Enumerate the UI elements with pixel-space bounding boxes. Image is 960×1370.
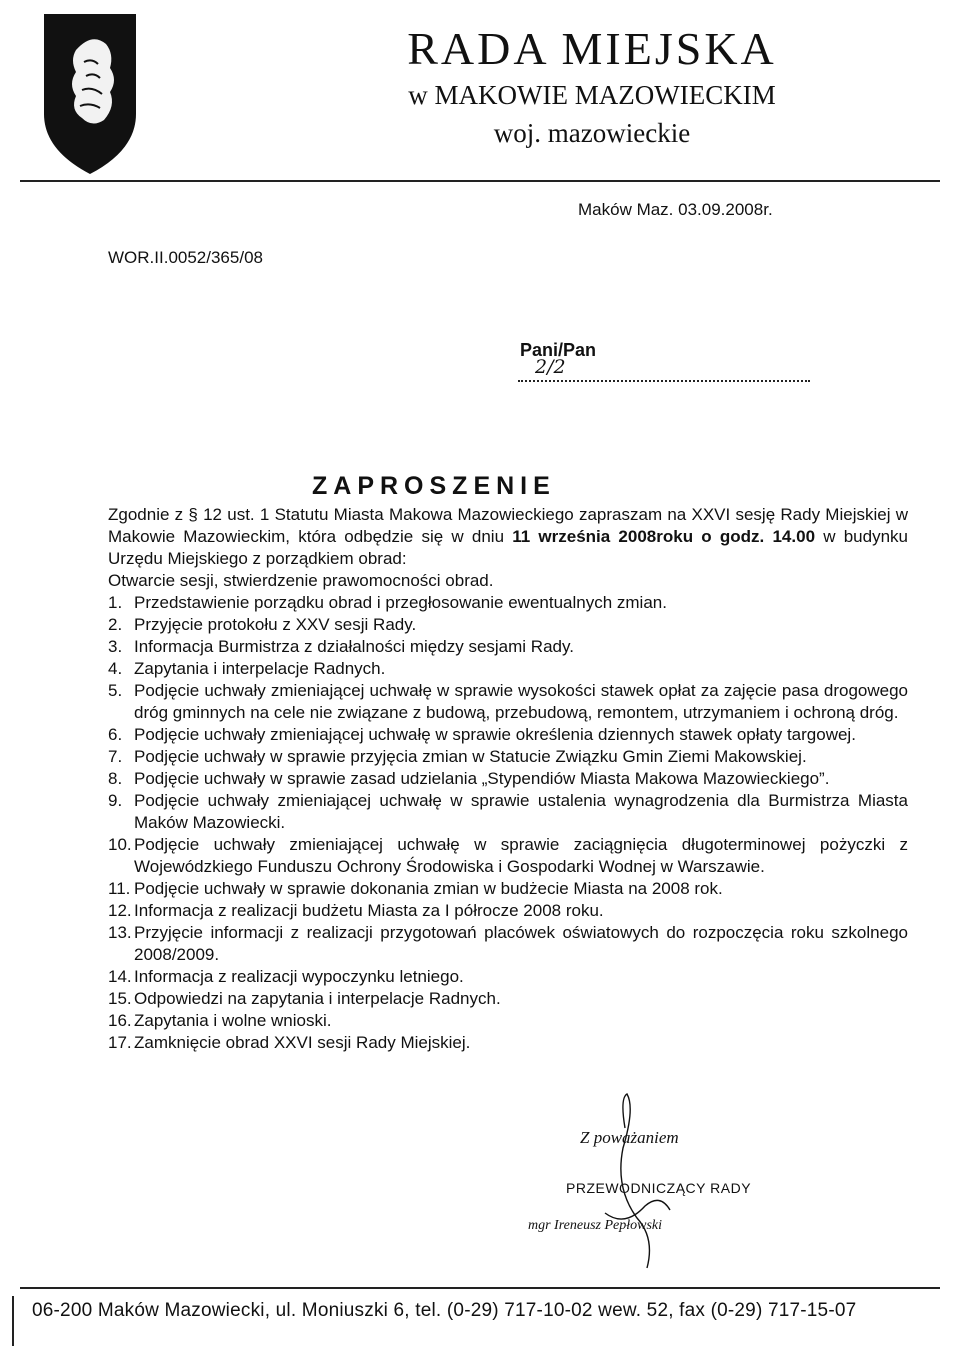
agenda-item-text: Zapytania i wolne wnioski. xyxy=(134,1011,332,1030)
intro-text-end: w budynku Urzędu Miejskiego z porządkiem obrad: xyxy=(108,527,909,568)
agenda-item xyxy=(108,768,908,790)
agenda-item-text: Podjęcie uchwały zmieniającej uchwałę w sprawie określenia dziennych stawek opłaty targowej. xyxy=(134,725,856,744)
document-body xyxy=(108,504,908,1054)
reference-number: WOR.II.0052/365/08 xyxy=(108,248,263,267)
signatory-role: PRZEWODNICZĄCY RADY xyxy=(566,1180,752,1196)
document-title: ZAPROSZENIE xyxy=(312,472,556,500)
agenda-list xyxy=(108,592,908,1054)
agenda-item-text: Podjęcie uchwały w sprawie przyjęcia zmian w Statucie Związku Gmin Ziemi Makowskiej. xyxy=(134,747,807,766)
agenda-item-text: Zamknięcie obrad XXVI sesji Rady Miejskiej. xyxy=(134,1033,471,1052)
recipient-handwritten: 2/2 xyxy=(535,356,566,378)
agenda-item-number: 13. xyxy=(108,923,132,942)
signatory-name: mgr Ireneusz Pepłowski xyxy=(528,1218,663,1233)
agenda-item xyxy=(108,988,908,1010)
council-name: RADA MIEJSKA xyxy=(407,23,777,74)
agenda-item-text: Podjęcie uchwały zmieniającej uchwałę w sprawie ustalenia wynagrodzenia dla Burmistrza Miasta Maków Mazowiecki. xyxy=(134,791,908,832)
agenda-item-text: Informacja z realizacji budżetu Miasta za I półrocze 2008 roku. xyxy=(134,901,604,920)
agenda-item-number: 8. xyxy=(108,769,123,788)
agenda-item-number: 10. xyxy=(108,835,132,854)
agenda-item xyxy=(108,790,908,834)
agenda-item-text: Podjęcie uchwały w sprawie dokonania zmian w budżecie Miasta na 2008 rok. xyxy=(134,879,723,898)
agenda-item-number: 6. xyxy=(108,725,123,744)
agenda-item-number: 9. xyxy=(108,791,123,810)
agenda-item-number: 15. xyxy=(108,989,132,1008)
intro-paragraph xyxy=(108,504,908,570)
agenda-item xyxy=(108,900,908,922)
agenda-item xyxy=(108,614,908,636)
agenda-item-number: 2. xyxy=(108,615,123,634)
agenda-item-text: Podjęcie uchwały w sprawie zasad udzielania „Stypendiów Miasta Makowa Mazowieckiego”. xyxy=(134,769,830,788)
agenda-item xyxy=(108,658,908,680)
agenda-item-number: 17. xyxy=(108,1033,132,1052)
agenda-item xyxy=(108,1032,908,1054)
footer-address: 06-200 Maków Mazowiecki, ul. Moniuszki 6, tel. (0-29) 717-10-02 wew. 52, fax (0-29) 717-15-07 xyxy=(32,1300,857,1321)
agenda-item-text: Zapytania i interpelacje Radnych. xyxy=(134,659,386,678)
agenda-item-text: Informacja z realizacji wypoczynku letniego. xyxy=(134,967,464,986)
agenda-item-number: 1. xyxy=(108,593,123,612)
opening-item: Otwarcie sesji, stwierdzenie prawomocności obrad. xyxy=(108,571,494,590)
agenda-item xyxy=(108,724,908,746)
agenda-item-number: 5. xyxy=(108,681,123,700)
agenda-item xyxy=(108,636,908,658)
agenda-item xyxy=(108,746,908,768)
agenda-item-number: 11. xyxy=(108,879,131,898)
agenda-item xyxy=(108,592,908,614)
council-header xyxy=(362,24,822,149)
agenda-item-text: Podjęcie uchwały zmieniającej uchwałę w sprawie wysokości stawek opłat za zajęcie pasa drogowego dróg gminnych na cele nie związane z budową, przebudową, remontem, utrzymaniem i ochroną dróg. xyxy=(134,681,908,722)
document-date: Maków Maz. 03.09.2008r. xyxy=(578,200,773,219)
coat-of-arms-icon xyxy=(40,10,140,178)
agenda-item-text: Podjęcie uchwały zmieniającej uchwałę w sprawie zaciągnięcia długoterminowej pożyczki z Wojewódzkiego Funduszu Ochrony Środowiska i Gospodarki Wodnej w Warszawie. xyxy=(134,835,908,876)
agenda-item xyxy=(108,878,908,900)
agenda-item-number: 3. xyxy=(108,637,123,656)
footer-divider xyxy=(20,1287,940,1289)
agenda-item-text: Przyjęcie informacji z realizacji przygotowań placówek oświatowych do rozpoczęcia roku szkolnego 2008/2009. xyxy=(134,923,908,964)
agenda-item-number: 7. xyxy=(108,747,123,766)
closing-phrase: Z poważaniem xyxy=(580,1128,679,1147)
agenda-item xyxy=(108,1010,908,1032)
agenda-item xyxy=(108,922,908,966)
council-region: woj. mazowieckie xyxy=(493,118,691,148)
agenda-item-number: 16. xyxy=(108,1011,132,1030)
agenda-item xyxy=(108,680,908,724)
header-divider xyxy=(20,180,940,182)
council-city: w MAKOWIE MAZOWIECKIM xyxy=(408,80,776,110)
recipient-dotted-line xyxy=(518,380,810,382)
agenda-item-number: 14. xyxy=(108,967,132,986)
intro-text: Zgodnie z § 12 ust. 1 Statutu Miasta Makowa Mazowieckiego zapraszam na XXVI sesję Rady Miejskiej w Makowie Mazowieckim, która odbędzie się w dniu xyxy=(108,505,908,546)
agenda-item-number: 12. xyxy=(108,901,132,920)
agenda-item-number: 4. xyxy=(108,659,123,678)
agenda-item xyxy=(108,966,908,988)
agenda-item xyxy=(108,834,908,878)
margin-mark xyxy=(12,1296,14,1346)
recipient-label: Pani/Pan xyxy=(520,340,597,360)
agenda-item-text: Przedstawienie porządku obrad i przegłosowanie ewentualnych zmian. xyxy=(134,593,667,612)
agenda-item-text: Odpowiedzi na zapytania i interpelacje Radnych. xyxy=(134,989,501,1008)
agenda-item-text: Informacja Burmistrza z działalności między sesjami Rady. xyxy=(134,637,574,656)
agenda-item-text: Przyjęcie protokołu z XXV sesji Rady. xyxy=(134,615,417,634)
session-datetime: 11 września 2008roku o godz. 14.00 xyxy=(512,527,816,546)
